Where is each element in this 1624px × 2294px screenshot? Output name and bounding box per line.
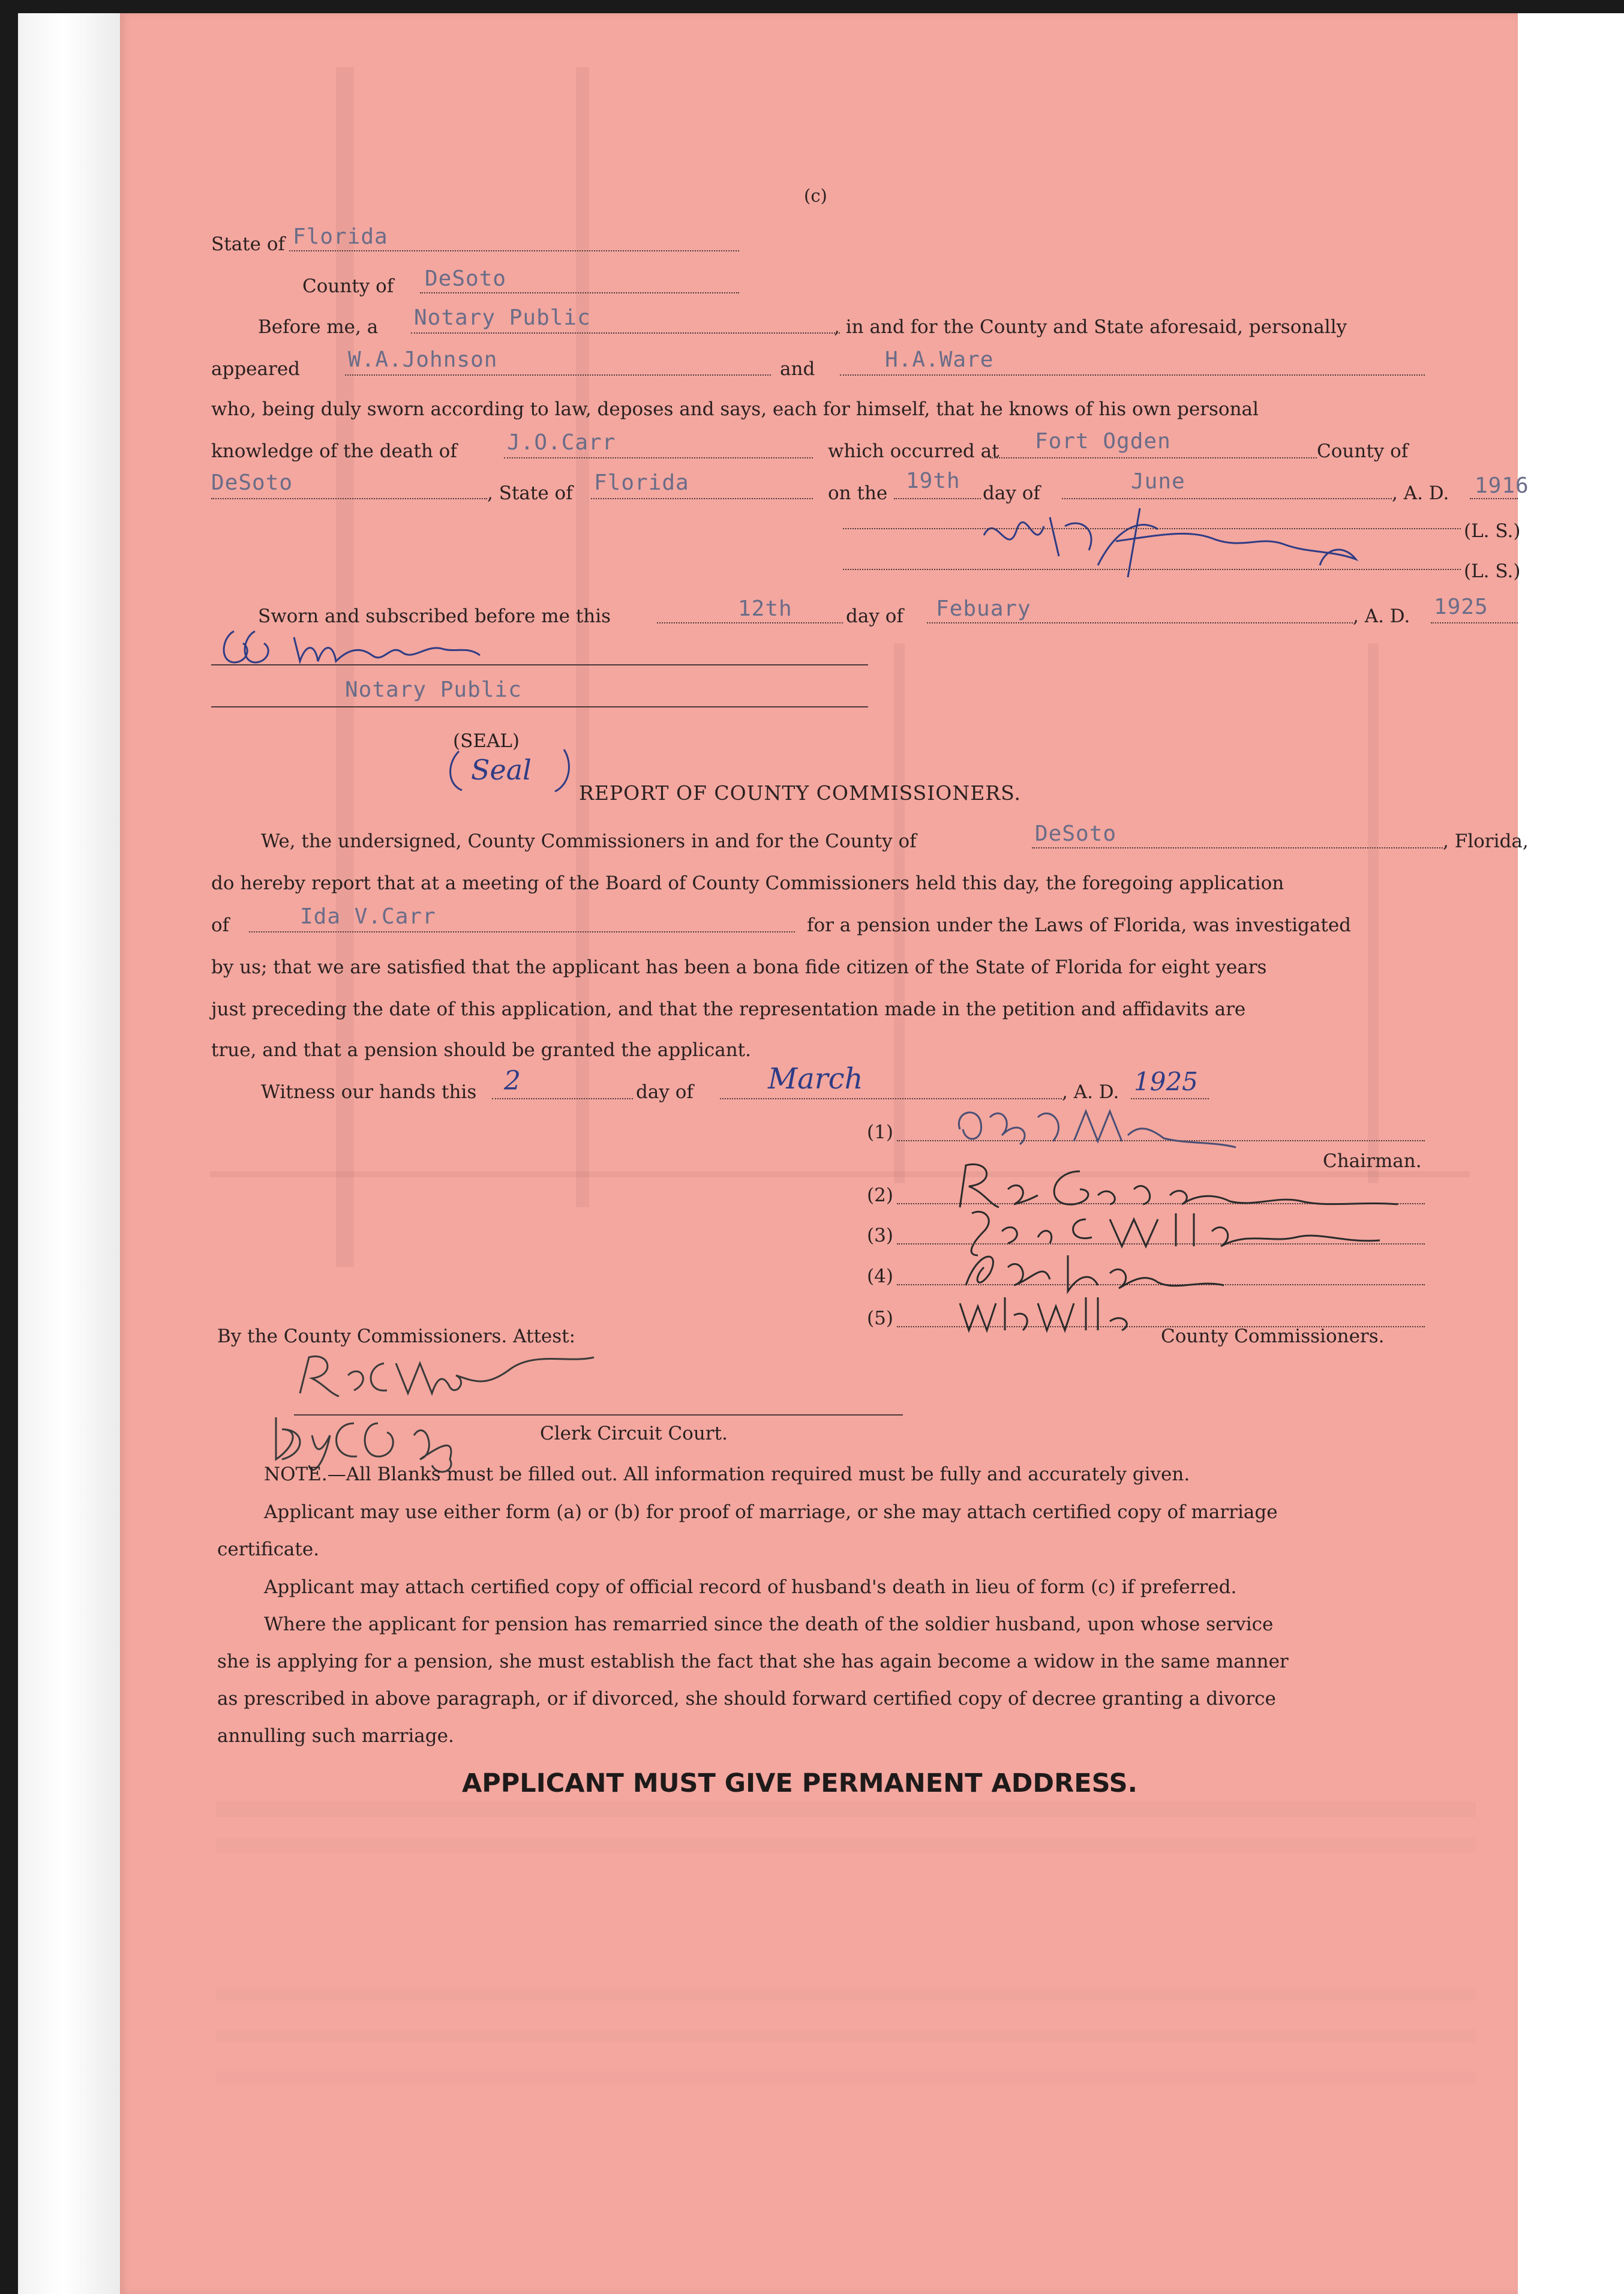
death-month: June [1131, 469, 1185, 494]
witness-month: March [768, 1062, 863, 1096]
ls-2: (L. S.) [1464, 560, 1521, 582]
bleed-through-mark [216, 2029, 1476, 2043]
bleed-through-mark [216, 1801, 1476, 1817]
death-year: 1916 [1475, 473, 1529, 498]
death-state: Florida [594, 470, 689, 495]
paper-edge [18, 13, 129, 2294]
note-paragraph-3c: as prescribed in above paragraph, or if divorced, she should forward certified copy of decree granting a divorce [217, 1688, 1276, 1710]
sworn-month: Febuary [936, 596, 1031, 621]
witness-ad-text: , A. D. [1062, 1081, 1119, 1103]
note-paragraph-3d: annulling such marriage. [217, 1725, 454, 1747]
note-paragraph-3b: she is applying for a pension, she must establish the fact that she has again become a widow in the same manner [217, 1651, 1289, 1672]
affiant-2: H.A.Ware [885, 347, 994, 372]
note-paragraph-1b: certificate. [217, 1539, 320, 1560]
death-day: 19th [906, 469, 960, 493]
bleed-through-mark [216, 1987, 1476, 2001]
county-label: County of [302, 275, 394, 297]
pension-form-page [120, 13, 1529, 2294]
scan-frame-top [0, 0, 1624, 13]
officer-value: Notary Public [414, 305, 591, 330]
day-of-text-2: day of [846, 605, 903, 627]
commissioner-number-5: (5) [867, 1308, 893, 1329]
sworn-day-underline [657, 622, 843, 623]
county-of-text: County of [1317, 440, 1409, 462]
note-paragraph-1a: Applicant may use either form (a) or (b) for proof of marriage, or she may attach certified copy of marriage [264, 1501, 1278, 1523]
sworn-month-underline [927, 622, 1353, 623]
county-value: DeSoto [425, 266, 507, 291]
witness-day: 2 [504, 1066, 521, 1096]
notary-signature-line [211, 664, 868, 665]
report-county-underline [1032, 847, 1443, 848]
witness-day-of-text: day of [636, 1081, 694, 1103]
state-of-text: , State of [487, 482, 573, 504]
bleed-through-mark [894, 643, 905, 1183]
state-value: Florida [293, 224, 388, 249]
report-line-4: by us; that we are satisfied that the applicant has been a bona fide citizen of the State of Florida for eight years [211, 956, 1267, 978]
report-of-text: of [211, 914, 230, 936]
sworn-year-underline [1431, 622, 1518, 623]
bleed-through-mark [216, 1837, 1476, 1853]
state-label: State of [211, 233, 285, 255]
commissioner-signature-1 [948, 1093, 1260, 1153]
clerk-signature-line [294, 1414, 903, 1416]
witness-day-underline [492, 1098, 633, 1099]
ad-text: , A. D. [1392, 482, 1449, 504]
which-occurred-text: which occurred at [828, 440, 999, 462]
commissioner-number-4: (4) [867, 1266, 893, 1287]
on-the-text: on the [828, 482, 888, 504]
deceased-name: J.O.Carr [507, 430, 616, 455]
form-label: (c) [804, 185, 827, 206]
ad-text-2: , A. D. [1353, 605, 1410, 627]
witness-text: Witness our hands this [261, 1081, 477, 1103]
death-place: Fort Ogden [1035, 429, 1171, 454]
notary-title: Notary Public [345, 677, 522, 702]
death-county-underline [211, 498, 487, 499]
day-of-text: day of [983, 482, 1040, 504]
report-heading: REPORT OF COUNTY COMMISSIONERS. [579, 781, 1022, 805]
officer-underline [411, 332, 840, 334]
affiant-2-underline [840, 374, 1425, 376]
sworn-year: 1925 [1434, 595, 1488, 619]
report-line-1b: , Florida, [1443, 830, 1529, 852]
note-paragraph-3a: Where the applicant for pension has remarried since the death of the soldier husband, upon whose service [264, 1614, 1274, 1635]
death-county: DeSoto [211, 470, 293, 495]
affiant-1: W.A.Johnson [348, 347, 498, 372]
place-underline [990, 457, 1317, 458]
in-and-for-text: , in and for the County and State aforesaid, personally [834, 316, 1347, 338]
sworn-day: 12th [738, 596, 793, 621]
report-line-1a: We, the undersigned, County Commissioners in and for the County of [261, 830, 917, 852]
note-1: NOTE.—All Blanks must be filled out. All information required must be fully and accurately given. [264, 1464, 1190, 1485]
applicant-underline [249, 931, 795, 932]
signature-line-1 [843, 528, 1461, 529]
state-underline [289, 250, 739, 251]
county-underline [420, 292, 739, 293]
clerk-label: Clerk Circuit Court. [540, 1423, 728, 1444]
applicant-name: Ida V.Carr [300, 904, 436, 929]
report-line-2: do hereby report that at a meeting of the Board of County Commissioners held this day, the foregoing application [211, 872, 1284, 894]
commissioner-number-1: (1) [867, 1121, 893, 1143]
bleed-through-mark [1368, 643, 1379, 1183]
commissioner-number-3: (3) [867, 1225, 893, 1246]
report-line-6: true, and that a pension should be granted the applicant. [211, 1039, 751, 1061]
attest-text: By the County Commissioners. Attest: [217, 1326, 576, 1347]
witness-year: 1925 [1134, 1067, 1198, 1096]
seal-handwritten-text: Seal [471, 754, 532, 786]
knowledge-text: knowledge of the death of [211, 440, 457, 462]
death-state-underline [591, 498, 813, 499]
permanent-address-notice: APPLICANT MUST GIVE PERMANENT ADDRESS. [462, 1768, 1137, 1798]
bleed-through-mark [216, 2071, 1476, 2085]
deceased-underline [504, 457, 813, 458]
seal-label: (SEAL) [453, 730, 520, 752]
report-line-5: just preceding the date of this application, and that the representation made in the petition and affidavits are [211, 998, 1246, 1020]
commissioner-number-2: (2) [867, 1185, 893, 1206]
signature-line-2 [843, 569, 1461, 570]
county-commissioners-label: County Commissioners. [1161, 1326, 1385, 1347]
sworn-text: who, being duly sworn according to law, deposes and says, each for himself, that he knows of his own personal [211, 398, 1259, 420]
before-me-text: Before me, a [258, 316, 379, 338]
affiant-1-underline [345, 374, 771, 376]
commissioner-signature-5 [948, 1279, 1188, 1339]
sworn-subscribed-text: Sworn and subscribed before me this [258, 605, 611, 627]
ls-1: (L. S.) [1464, 520, 1521, 542]
scan-frame-left [0, 0, 18, 2294]
seal-handwritten [444, 742, 576, 796]
appeared-text: appeared [211, 358, 301, 380]
bleed-through-mark [576, 67, 589, 1207]
report-county: DeSoto [1035, 821, 1117, 846]
chairman-label: Chairman. [1323, 1150, 1422, 1172]
notary-title-line [211, 706, 868, 707]
report-line-3b: for a pension under the Laws of Florida, was investigated [807, 914, 1352, 936]
and-text: and [780, 358, 815, 380]
note-paragraph-2: Applicant may attach certified copy of official record of husband's death in lieu of form (c) if preferred. [264, 1576, 1237, 1598]
